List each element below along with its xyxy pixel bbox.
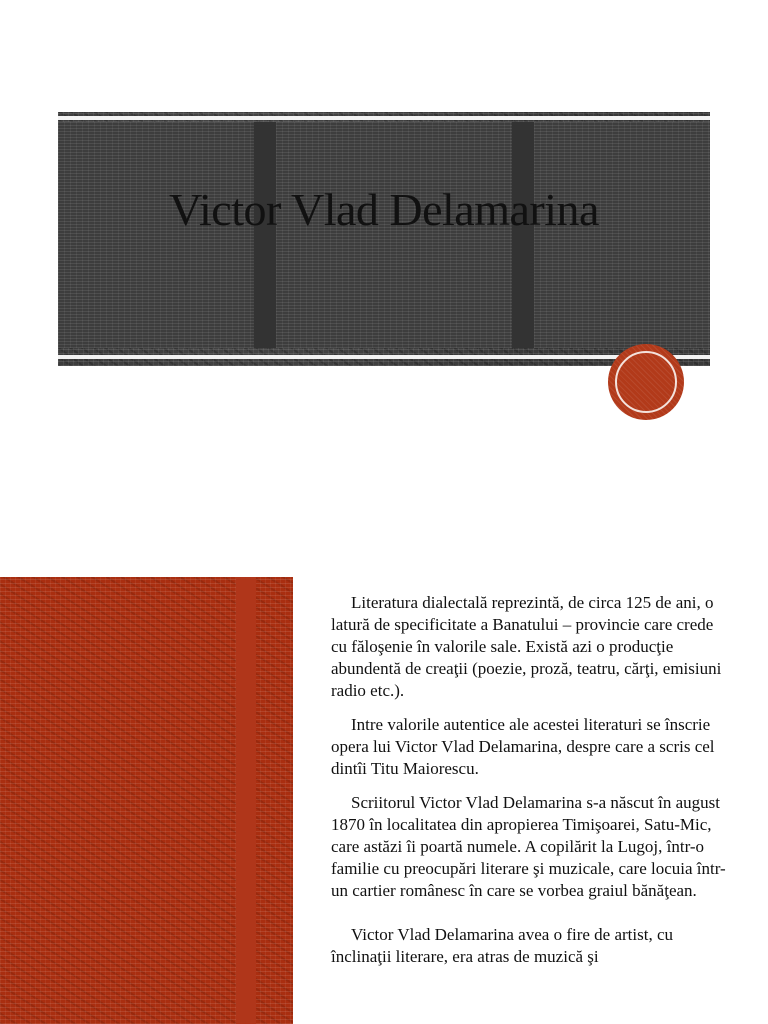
paragraph-2: Intre valorile autentice ale acestei literaturi se înscrie opera lui Victor Vlad Delamarina, despre care a scris cel dintîi Titu Maiorescu. (331, 715, 715, 778)
paragraph-3: Scriitorul Victor Vlad Delamarina s-a născut în august 1870 în localitatea din apropierea Timişoarei, Satu-Mic, care astăzi îi poartă numele. A copilărit la Lugoj, într-o familie cu preocupări literare şi muzicale, care locuia într-un cartier românesc în care se vorbea graiul bănăţean. (331, 793, 726, 900)
accent-ring (615, 351, 677, 413)
red-panel-stripe (236, 577, 256, 1024)
slide-title: Victor Vlad Delamarina (169, 184, 599, 235)
paragraph-1: Literatura dialectală reprezintă, de circa 125 de ani, o latură de specificitate a Banatului – provincie care crede cu făloşenie în valorile sale. Există azi o producţie abundentă de creaţii (poezie, proză, teatru, cărţi, emisiuni radio etc.). (331, 593, 722, 700)
body-text (331, 592, 726, 980)
accent-circle (608, 344, 684, 420)
paragraph-4: Victor Vlad Delamarina avea o fire de artist, cu înclinaţii literare, era atras de muzică şi (331, 925, 673, 966)
content-slide (0, 512, 768, 1024)
banner-rule-bottom (58, 355, 710, 359)
banner-rule-top (58, 116, 710, 120)
title-banner (58, 112, 710, 366)
decorative-red-panel (0, 577, 293, 1024)
